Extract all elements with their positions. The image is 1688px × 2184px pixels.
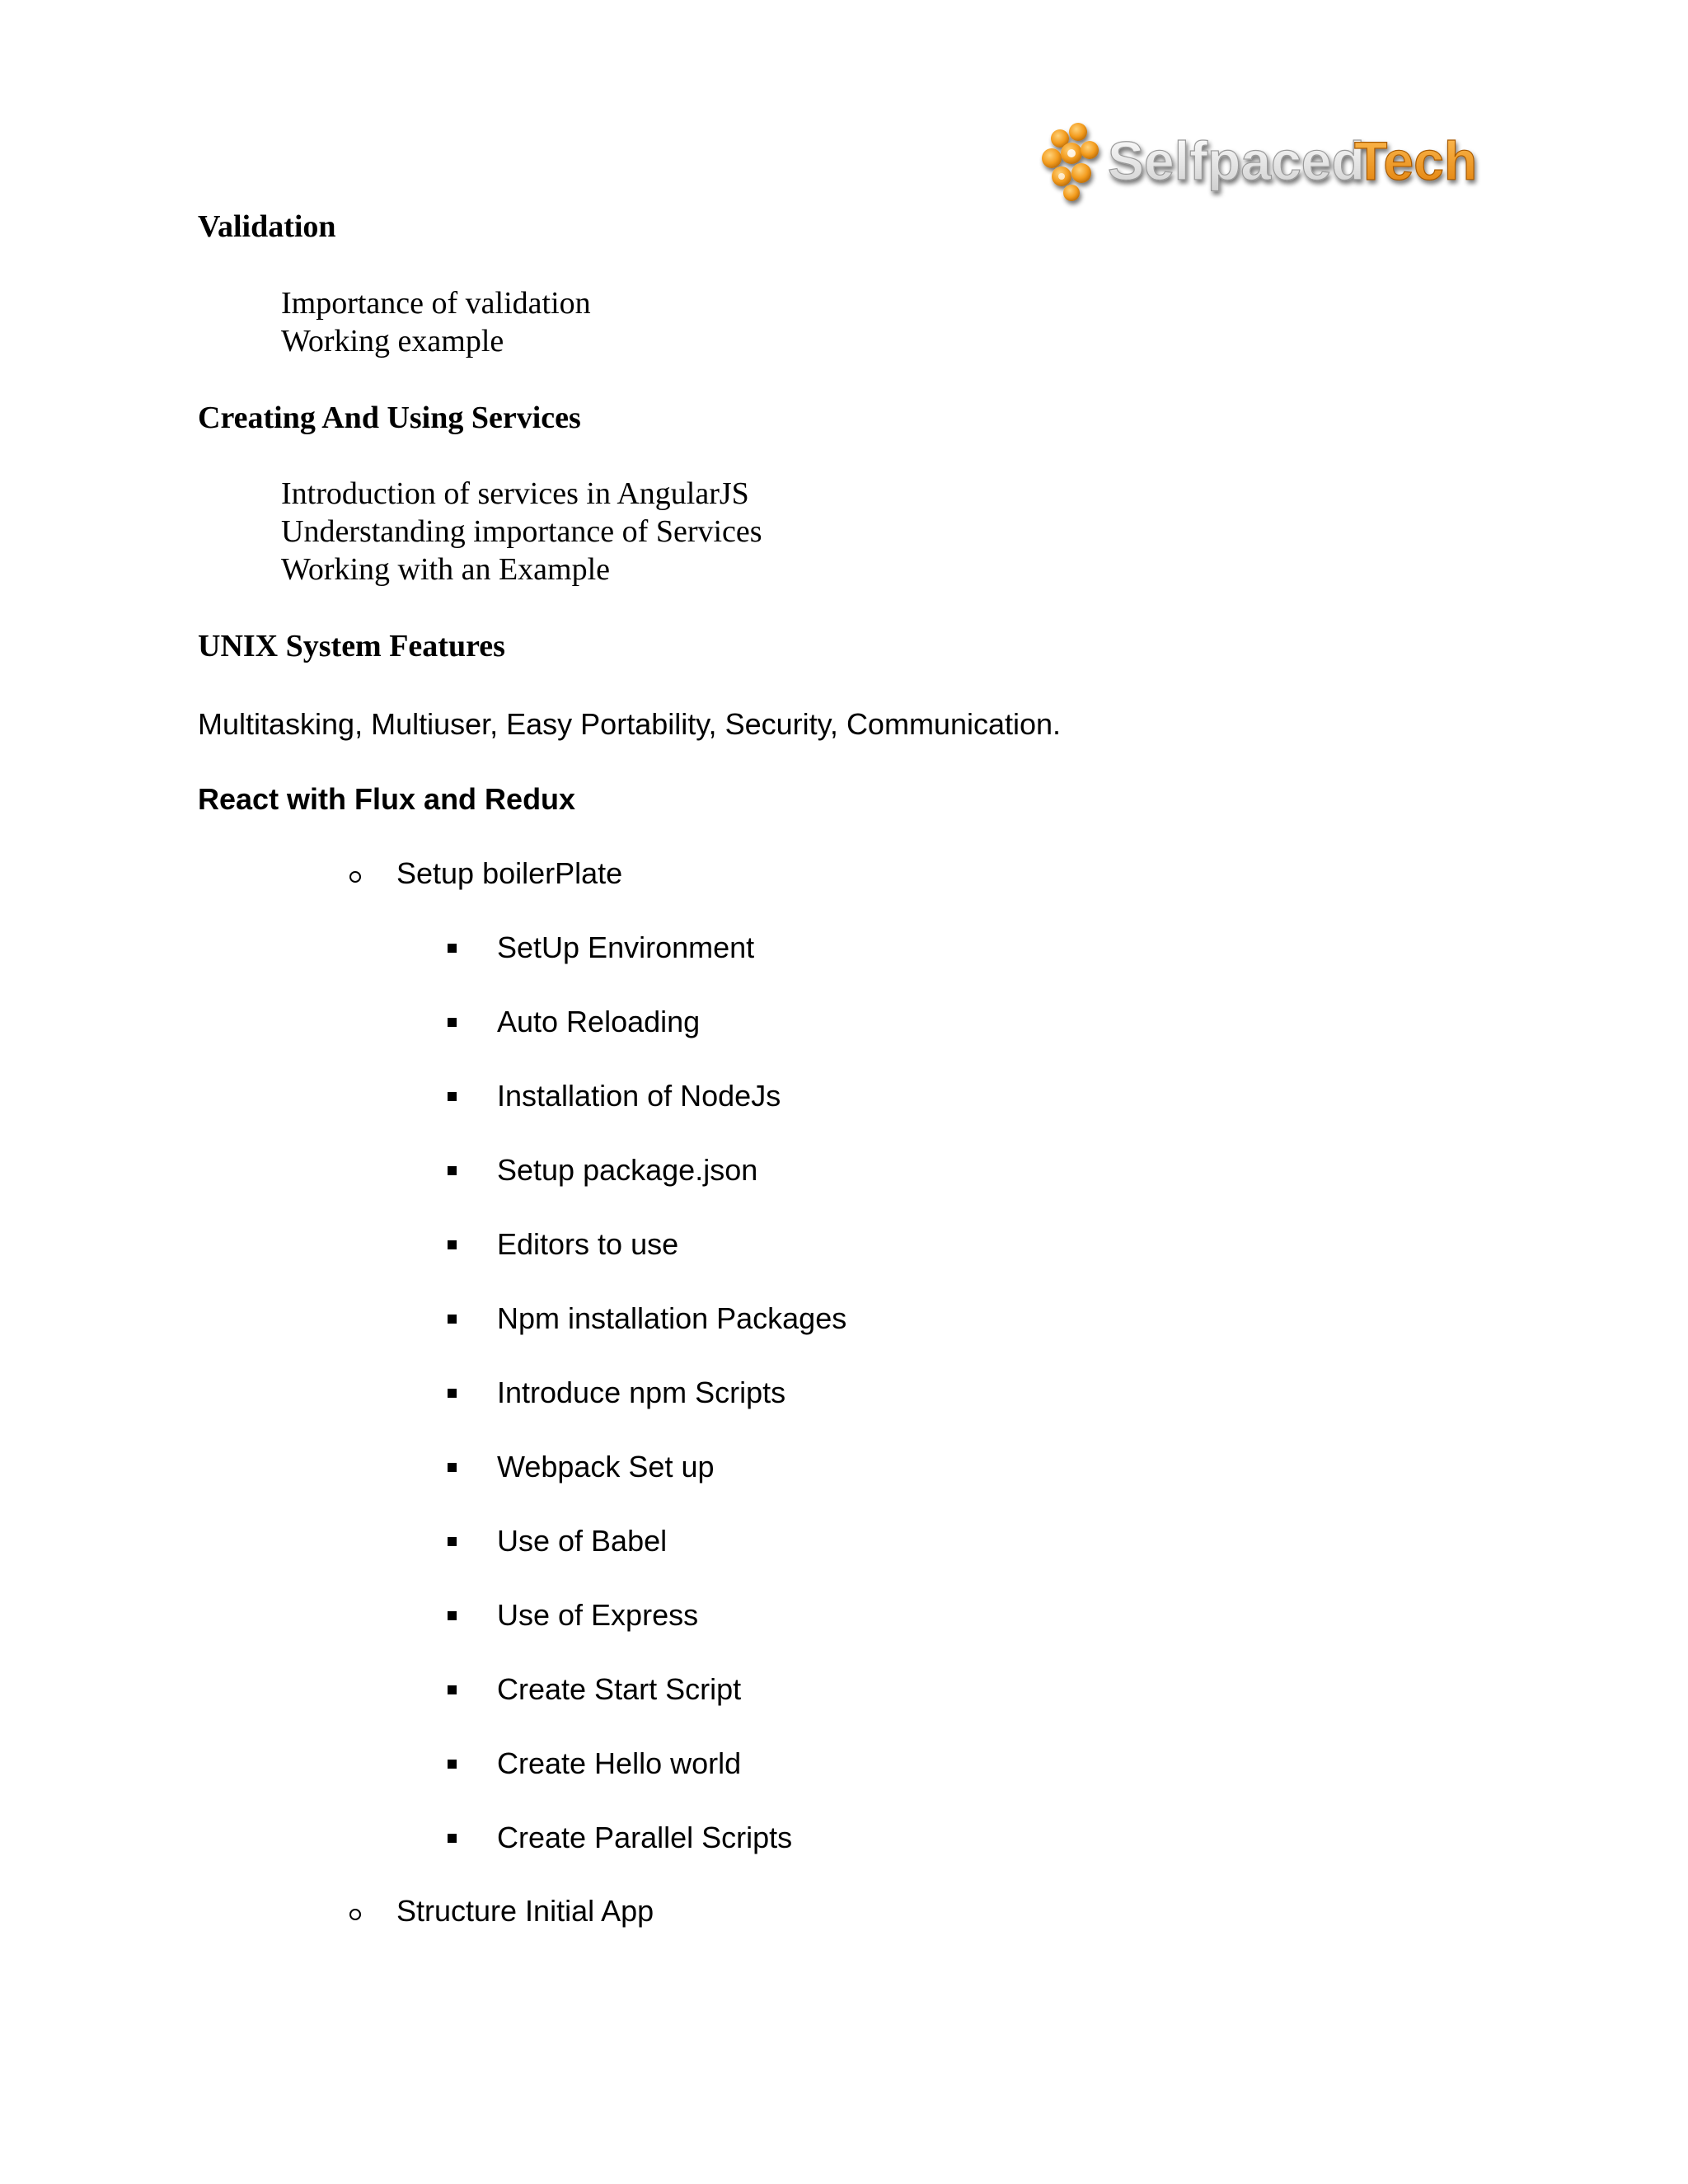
react-item-9: Use of Babel: [497, 1524, 668, 1558]
square-bullet: [448, 1240, 457, 1249]
square-bullet: [448, 1537, 457, 1546]
square-bullet: [448, 1018, 457, 1027]
square-bullet: [448, 1463, 457, 1472]
react-item-8: Webpack Set up: [497, 1450, 715, 1483]
react-item-11: Create Start Script: [497, 1672, 742, 1706]
react-item-5: Editors to use: [497, 1227, 679, 1261]
square-bullet: [448, 1611, 457, 1620]
validation-item-1: Importance of validation: [281, 286, 591, 321]
react-item-10: Use of Express: [497, 1598, 699, 1632]
square-bullet: [448, 1092, 457, 1101]
heading-validation: Validation: [198, 209, 336, 244]
square-bullet: [448, 1315, 457, 1324]
react-item-7: Introduce npm Scripts: [497, 1376, 786, 1409]
react-item-12: Create Hello world: [497, 1746, 742, 1780]
square-bullet: [448, 944, 457, 953]
react-item-3: Installation of NodeJs: [497, 1079, 781, 1113]
react-item-4: Setup package.json: [497, 1153, 758, 1187]
services-item-3: Working with an Example: [281, 552, 611, 587]
logo-text-light: Selfpaced: [1108, 130, 1365, 191]
heading-unix: UNIX System Features: [198, 629, 505, 663]
heading-services: Creating And Using Services: [198, 401, 581, 435]
square-bullet: [448, 1760, 457, 1769]
validation-item-2: Working example: [281, 324, 504, 359]
react-item-2: Auto Reloading: [497, 1005, 701, 1038]
services-item-2: Understanding importance of Services: [281, 514, 762, 549]
react-item-6: Npm installation Packages: [497, 1301, 847, 1335]
logo-text-accent: Tech: [1354, 130, 1478, 191]
selfpacedtech-logo: [1039, 114, 1484, 209]
square-bullet: [448, 1685, 457, 1694]
react-group-2-label: Structure Initial App: [396, 1894, 654, 1928]
react-group-1-label: Setup boilerPlate: [396, 856, 623, 890]
square-bullet: [448, 1389, 457, 1398]
hexagon-cluster-icon: [1039, 114, 1484, 209]
square-bullet: [448, 1166, 457, 1175]
circle-bullet: [349, 871, 361, 883]
unix-features-text: Multitasking, Multiuser, Easy Portability, Security, Communication.: [198, 707, 1062, 741]
circle-bullet: [349, 1909, 361, 1920]
square-bullet: [448, 1834, 457, 1843]
react-item-1: SetUp Environment: [497, 930, 755, 964]
heading-react: React with Flux and Redux: [198, 782, 576, 816]
services-item-1: Introduction of services in AngularJS: [281, 476, 749, 511]
react-item-13: Create Parallel Scripts: [497, 1821, 793, 1854]
